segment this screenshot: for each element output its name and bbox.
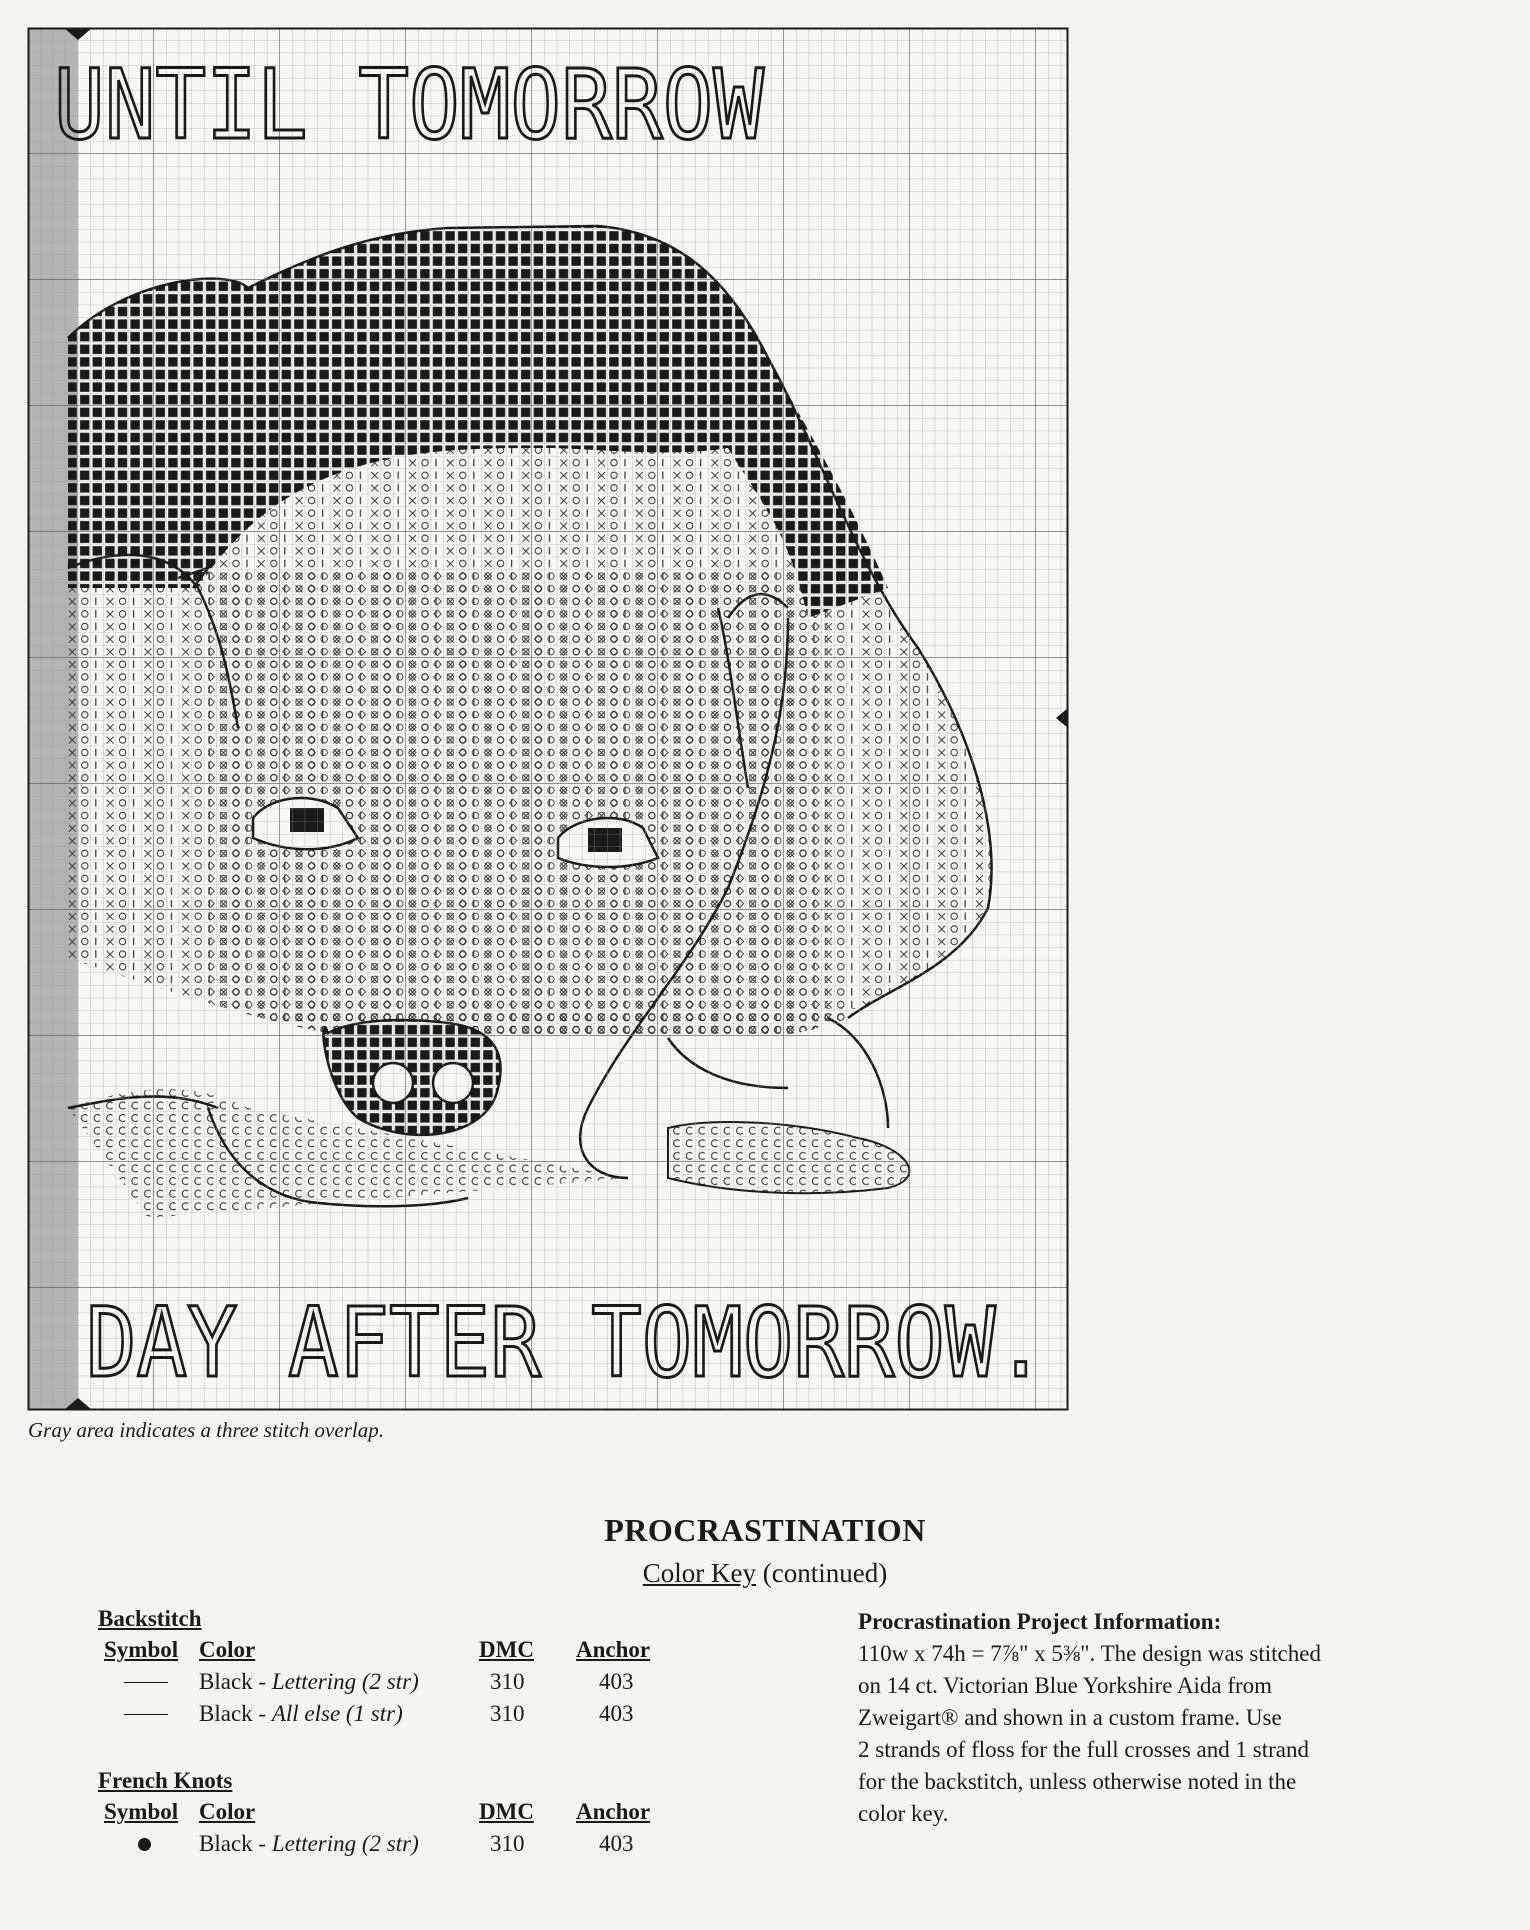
color-name: Black -: [199, 1701, 272, 1726]
color-name: Black -: [199, 1831, 272, 1856]
pattern-title: PROCRASTINATION: [604, 1512, 926, 1548]
header-dmc: DMC: [479, 1637, 534, 1662]
header-anchor: Anchor: [576, 1799, 651, 1824]
key-dmc: 310: [490, 1701, 525, 1726]
color-detail: Lettering (2 str): [271, 1669, 419, 1694]
color-detail: Lettering (2 str): [271, 1831, 419, 1856]
project-info-line: on 14 ct. Victorian Blue Yorkshire Aida from: [858, 1673, 1273, 1698]
color-name: Black -: [199, 1669, 272, 1694]
backstitch-section: [98, 1606, 698, 1730]
color-key-heading: [0, 1558, 1530, 1589]
key-anchor: 403: [599, 1831, 634, 1856]
key-color: [199, 1828, 419, 1860]
cross-stitch-chart: [28, 28, 1068, 1410]
header-symbol: Symbol: [104, 1799, 179, 1824]
project-info-line: color key.: [858, 1801, 949, 1826]
chart-caption: Gray area indicates a three stitch overlap.: [28, 1418, 384, 1442]
header-color: Color: [199, 1799, 256, 1824]
french-knots-section: [98, 1768, 698, 1860]
key-row: [98, 1666, 698, 1698]
chart-bottom-lettering: DAY AFTER TOMORROW.: [86, 1287, 1046, 1399]
color-detail: All else (1 str): [271, 1701, 403, 1726]
key-row: [98, 1828, 698, 1860]
color-key-suffix: (continued): [756, 1558, 888, 1588]
header-dmc: DMC: [479, 1799, 534, 1824]
key-anchor: 403: [599, 1669, 634, 1694]
project-info: [858, 1606, 1418, 1830]
header-symbol: Symbol: [104, 1637, 179, 1662]
backstitch-line-icon: [124, 1714, 168, 1715]
key-row: [98, 1698, 698, 1730]
project-info-line: 110w x 74h = 7⅞" x 5⅜". The design was stitched: [858, 1641, 1321, 1666]
key-color: [199, 1666, 419, 1698]
key-dmc: 310: [490, 1669, 525, 1694]
project-info-line: 2 strands of floss for the full crosses and 1 strand: [858, 1737, 1309, 1762]
backstitch-title: Backstitch: [98, 1606, 202, 1631]
key-color: [199, 1698, 403, 1730]
header-color: Color: [199, 1637, 256, 1662]
french-knot-dot-icon: [138, 1838, 151, 1851]
key-header-row: [98, 1634, 698, 1666]
key-dmc: 310: [490, 1831, 525, 1856]
project-info-line: Zweigart® and shown in a custom frame. Use: [858, 1705, 1282, 1730]
project-info-line: for the backstitch, unless otherwise noted in the: [858, 1769, 1297, 1794]
backstitch-line-icon: [124, 1682, 168, 1683]
chart-top-lettering: UNTIL TOMORROW: [54, 49, 765, 161]
key-header-row: [98, 1796, 698, 1828]
key-anchor: 403: [599, 1701, 634, 1726]
french-knots-title: French Knots: [98, 1768, 233, 1793]
header-anchor: Anchor: [576, 1637, 651, 1662]
color-key-label: Color Key: [642, 1558, 757, 1588]
project-info-title: Procrastination Project Information:: [858, 1609, 1222, 1634]
